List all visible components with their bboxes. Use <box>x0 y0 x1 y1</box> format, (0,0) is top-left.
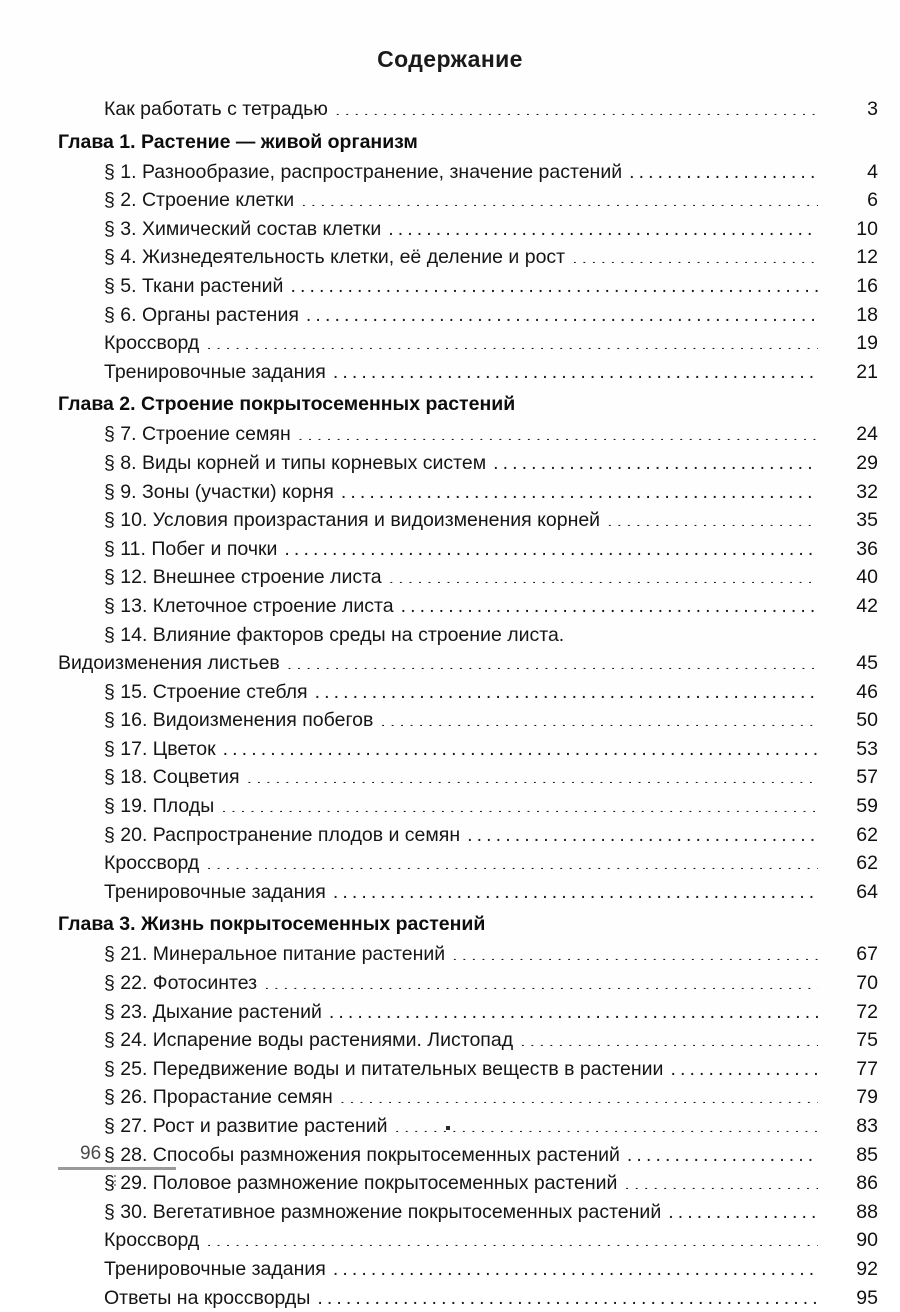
toc-entry-page-number: 4 <box>867 160 878 183</box>
toc-entry-label: § 8. Виды корней и типы корневых систем <box>104 451 487 474</box>
dot-leader <box>380 707 818 727</box>
toc-entry[interactable] <box>58 998 878 1027</box>
toc-entry-page-number: 67 <box>856 943 878 966</box>
dot-leader <box>629 158 818 178</box>
toc-entry-label: Кроссворд <box>104 332 200 355</box>
page-title: Содержание <box>377 46 523 72</box>
toc-entry-label: § 14. Влияние факторов среды на строение листа. <box>104 623 565 646</box>
toc-entry-label: § 15. Строение стебля <box>104 680 308 703</box>
footer-dot-mark <box>446 1126 450 1130</box>
dot-leader <box>206 330 818 350</box>
dot-leader <box>395 1113 819 1133</box>
dot-leader <box>520 1027 818 1047</box>
toc-entry-label: § 9. Зоны (участки) корня <box>104 480 334 503</box>
toc-entry-page-number: 77 <box>856 1057 878 1080</box>
dot-leader <box>341 478 818 498</box>
toc-entry-label: § 6. Органы растения <box>104 303 299 326</box>
toc-entry[interactable] <box>58 1112 878 1141</box>
toc-entry-page-number: 16 <box>856 274 878 297</box>
toc-entry-page-number: 59 <box>856 795 878 818</box>
toc-entry-label: § 22. Фотосинтез <box>104 972 258 995</box>
toc-entry[interactable] <box>58 420 878 449</box>
toc-entry-label: § 11. Побег и почки <box>104 537 278 560</box>
toc-entry-label: § 20. Распространение плодов и семян <box>104 823 461 846</box>
toc-entry-page-number: 70 <box>856 972 878 995</box>
dot-leader <box>389 564 818 584</box>
toc-entry[interactable] <box>58 329 878 358</box>
dot-leader <box>668 1198 818 1218</box>
dot-leader <box>317 1284 818 1304</box>
toc-entry-label: § 13. Клеточное строение листа <box>104 594 394 617</box>
toc-entry-page-number: 50 <box>856 709 878 732</box>
toc-entry-label: § 3. Химический состав клетки <box>104 217 382 240</box>
toc-entry-page-number: 64 <box>856 880 878 903</box>
toc-entry-page-number: 46 <box>856 680 878 703</box>
toc-entry-label: Как работать с тетрадью <box>104 98 328 120</box>
toc-entry[interactable] <box>58 821 878 850</box>
toc-entry-page-number: 19 <box>856 332 878 355</box>
toc-entry[interactable] <box>58 563 878 592</box>
toc-entry[interactable] <box>58 301 878 330</box>
dot-leader <box>329 998 818 1018</box>
toc-list <box>0 95 900 1312</box>
toc-entry-page-number: 6 <box>867 189 878 212</box>
toc-entry-label: § 10. Условия произрастания и видоизменения корней <box>104 509 601 532</box>
dot-leader <box>247 764 818 784</box>
toc-entry-label: Видоизменения листьев <box>58 652 280 675</box>
toc-entry[interactable] <box>58 878 878 907</box>
toc-entry-label: § 16. Видоизменения побегов <box>104 709 374 732</box>
toc-entry[interactable] <box>58 478 878 507</box>
dot-leader <box>607 507 818 527</box>
toc-entry-label: Тренировочные задания <box>104 880 326 903</box>
toc-entry[interactable] <box>58 95 878 124</box>
toc-entry-label: § 17. Цветок <box>104 737 216 760</box>
toc-entry[interactable] <box>58 592 878 621</box>
toc-entry[interactable] <box>58 1255 878 1284</box>
toc-entry-label: § 5. Ткани растений <box>104 274 284 297</box>
toc-entry-label: Тренировочные задания <box>104 1257 326 1280</box>
toc-entry-page-number: 90 <box>856 1229 878 1252</box>
toc-entry[interactable] <box>58 1026 878 1055</box>
toc-entry-label: § 26. Прорастание семян <box>104 1086 333 1109</box>
toc-entry-label: § 29. Половое размножение покрытосеменных растений <box>104 1172 618 1195</box>
chapter-heading: Глава 1. Растение — живой организм <box>58 130 418 153</box>
toc-entry-page-number: 29 <box>856 451 878 474</box>
toc-entry-label: § 12. Внешнее строение листа <box>104 566 382 589</box>
toc-entry-page-number: 53 <box>856 737 878 760</box>
toc-entry[interactable] <box>58 735 878 764</box>
toc-entry-page-number: 72 <box>856 1000 878 1023</box>
toc-entry-label: § 21. Минеральное питание растений <box>104 943 446 966</box>
dot-leader <box>624 1170 818 1190</box>
toc-entry[interactable] <box>58 272 878 301</box>
toc-entry[interactable] <box>58 1226 878 1255</box>
toc-entry-page-number: 3 <box>867 98 878 120</box>
toc-entry-label: § 30. Вегетативное размножение покрытосеменных растений <box>104 1200 662 1223</box>
toc-entry-page-number: 12 <box>856 246 878 269</box>
toc-entry-page-number: 95 <box>856 1286 878 1309</box>
toc-entry-page-number: 85 <box>856 1143 878 1166</box>
toc-entry[interactable] <box>58 763 878 792</box>
page-footer <box>58 1143 188 1186</box>
dot-leader <box>493 449 818 469</box>
toc-entry-label: § 25. Передвижение воды и питательных веществ в растении <box>104 1057 664 1080</box>
toc-entry[interactable] <box>58 678 878 707</box>
dot-leader <box>221 793 818 813</box>
dot-leader <box>264 970 818 990</box>
toc-entry-page-number: 88 <box>856 1200 878 1223</box>
toc-entry-page-number: 79 <box>856 1086 878 1109</box>
dot-leader <box>388 215 818 235</box>
dot-leader <box>401 592 818 612</box>
dot-leader <box>571 621 818 641</box>
toc-entry-label: § 4. Жизнедеятельность клетки, её деление и рост <box>104 246 566 269</box>
toc-entry[interactable] <box>58 1284 878 1312</box>
toc-entry[interactable] <box>58 940 878 969</box>
toc-entry[interactable] <box>58 1083 878 1112</box>
toc-entry-page-number: 92 <box>856 1257 878 1280</box>
toc-entry-page-number: 18 <box>856 303 878 326</box>
toc-entry[interactable] <box>58 792 878 821</box>
chapter-heading: Глава 2. Строение покрытосеменных растений <box>58 393 516 416</box>
dot-leader <box>333 1255 818 1275</box>
toc-entry-page-number: 32 <box>856 480 878 503</box>
toc-entry-label: § 7. Строение семян <box>104 423 291 446</box>
toc-entry-page-number: 86 <box>856 1172 878 1195</box>
toc-entry[interactable] <box>58 358 878 387</box>
toc-entry-label: § 28. Способы размножения покрытосеменных растений <box>104 1143 620 1166</box>
dot-leader <box>206 850 818 870</box>
toc-entry-page-number: 40 <box>856 566 878 589</box>
toc-entry-label: § 27. Рост и развитие растений <box>104 1115 388 1137</box>
toc-entry[interactable] <box>58 649 878 678</box>
dot-leader <box>340 1084 818 1104</box>
footer-rule <box>58 1167 176 1170</box>
toc-entry-label: Кроссворд <box>104 1229 200 1252</box>
toc-entry[interactable] <box>58 506 878 535</box>
dot-leader <box>306 301 818 321</box>
toc-entry-label: Тренировочные задания <box>104 360 326 383</box>
toc-entry[interactable] <box>58 706 878 735</box>
chapter-heading: Глава 3. Жизнь покрытосеменных растений <box>58 913 486 936</box>
toc-entry[interactable] <box>58 621 878 650</box>
toc-entry-label: § 24. Испарение воды растениями. Листопад <box>104 1029 514 1052</box>
dot-leader <box>467 821 818 841</box>
toc-entry-label: § 19. Плоды <box>104 795 215 818</box>
toc-entry[interactable] <box>58 969 878 998</box>
dot-leader <box>572 244 818 264</box>
toc-entry-page-number: 62 <box>856 852 878 875</box>
toc-entry-label: § 1. Разнообразие, распространение, значение растений <box>104 160 623 183</box>
toc-entry[interactable] <box>58 243 878 272</box>
toc-entry-label: Кроссворд <box>104 852 200 875</box>
dot-leader <box>223 735 818 755</box>
dot-leader <box>333 878 818 898</box>
toc-entry-label: Ответы на кроссворды <box>104 1286 311 1309</box>
toc-entry-page-number: 83 <box>856 1115 878 1137</box>
dot-leader <box>315 678 818 698</box>
dot-leader <box>284 535 818 555</box>
toc-entry-page-number: 45 <box>856 652 878 675</box>
dot-leader <box>206 1227 818 1247</box>
toc-entry-page-number: 24 <box>856 423 878 446</box>
toc-entry[interactable] <box>58 1055 878 1084</box>
toc-entry-label: § 18. Соцветия <box>104 766 240 789</box>
toc-entry[interactable] <box>58 849 878 878</box>
toc-entry-page-number: 35 <box>856 509 878 532</box>
dot-leader <box>335 96 818 116</box>
toc-entry-page-number: 75 <box>856 1029 878 1052</box>
dot-leader <box>298 421 818 441</box>
dot-leader <box>287 650 818 670</box>
toc-entry-page-number: 57 <box>856 766 878 789</box>
toc-entry-page-number: 21 <box>856 360 878 383</box>
toc-entry[interactable] <box>58 449 878 478</box>
dot-leader <box>290 272 818 292</box>
toc-entry[interactable] <box>58 535 878 564</box>
toc-entry[interactable] <box>58 186 878 215</box>
toc-entry-page-number: 36 <box>856 537 878 560</box>
toc-entry-label: § 23. Дыхание растений <box>104 1000 322 1023</box>
dot-leader <box>301 187 818 207</box>
toc-entry[interactable] <box>58 215 878 244</box>
dot-leader <box>333 358 818 378</box>
toc-entry-page-number: 10 <box>856 217 878 240</box>
dot-leader <box>452 941 818 961</box>
toc-entry-label: § 2. Строение клетки <box>104 189 295 212</box>
footer-tick-mark <box>114 1175 118 1186</box>
toc-entry-page-number: 42 <box>856 594 878 617</box>
folio-number: 96 <box>80 1143 102 1164</box>
dot-leader <box>670 1055 818 1075</box>
dot-leader <box>627 1141 818 1161</box>
toc-entry[interactable] <box>58 1198 878 1227</box>
toc-entry[interactable] <box>58 158 878 187</box>
toc-entry-page-number: 62 <box>856 823 878 846</box>
